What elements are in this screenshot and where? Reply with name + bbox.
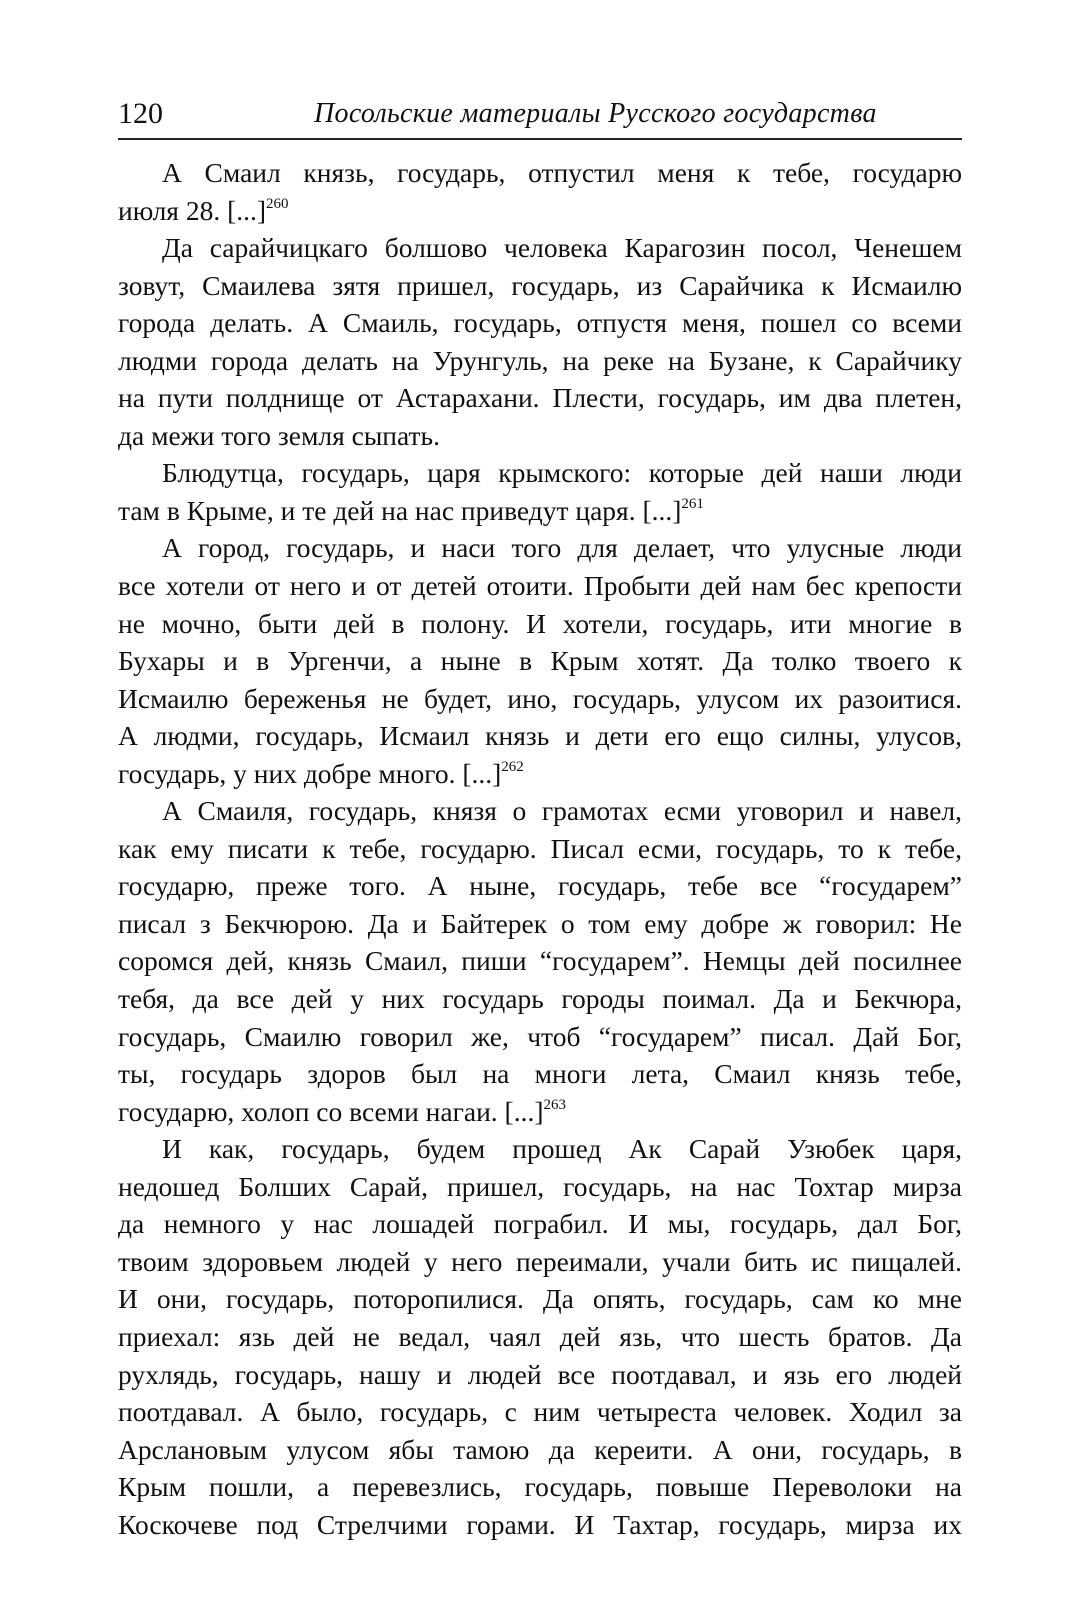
line-text: Бухары и в Ургенчи, а ныне в Крым хотят. Да толко твоего к <box>118 645 962 677</box>
line-text: Арслановым улусом ябы тамою да кереити. А они, государь, в <box>118 1433 962 1465</box>
line-text: там в Крыме, и те дей на нас приведут царя. [...] <box>118 494 682 526</box>
line-text: зовут, Смаилева зятя пришел, государь, из Сарайчика к Исмаилю <box>118 269 962 301</box>
line-text: тебя, да все дей у них государь городы поимал. Да и Бекчюра, <box>118 983 962 1015</box>
line-text: приехал: язь дей не ведал, чаял дей язь, что шесть братов. Да <box>118 1320 962 1352</box>
footnote-marker: 261 <box>681 495 704 512</box>
page-number: 120 <box>118 97 163 130</box>
text-line <box>118 1431 962 1469</box>
line-text: Крым пошли, а перевезлись, государь, повыше Переволоки на <box>118 1471 962 1503</box>
text-line <box>118 867 962 905</box>
paragraph <box>118 454 962 529</box>
text-line <box>118 792 962 830</box>
text-line <box>118 1205 962 1243</box>
line-text: людми города делать на Урунгуль, на реке на Бузане, к Сарайчику <box>118 344 962 376</box>
line-text: государь, Смаилю говорил же, чтоб “государем” писал. Дай Бог, <box>118 1020 962 1052</box>
line-text: да немного у нас лошадей пограбил. И мы, государь, дал Бог, <box>118 1208 962 1240</box>
line-text: да межи того земля сыпать. <box>118 419 440 451</box>
text-line <box>118 605 962 643</box>
line-text: А Смаил князь, государь, отпустил меня к тебе, государю <box>162 157 962 188</box>
line-text: рухлядь, государь, нашу и людей все поотдавал, и язь его людей <box>118 1358 962 1390</box>
text-line <box>118 942 962 980</box>
text-line <box>118 830 962 868</box>
text-line <box>118 642 962 680</box>
text-line <box>118 1018 962 1056</box>
text-line <box>118 304 962 342</box>
line-text: И как, государь, будем прошед Ак Сарай Узюбек царя, <box>162 1133 962 1165</box>
line-text: Блюдутца, государь, царя крымского: которые дей наши люди <box>162 457 962 489</box>
line-text: как ему писати к тебе, государю. Писал есми, государь, то к тебе, <box>118 832 962 864</box>
text-line <box>118 267 962 305</box>
line-text: государю, преже того. А ныне, государь, тебе все “государем” <box>118 870 962 902</box>
text-line <box>118 567 962 605</box>
running-title: Посольские материалы Русского государства <box>314 98 877 129</box>
line-text: государь, у них добре много. [...] <box>118 757 502 789</box>
footnote-marker: 262 <box>501 758 524 775</box>
line-text: недошед Болших Сарай, пришел, государь, на нас Тохтар мирза <box>118 1170 962 1202</box>
text-line <box>118 1055 962 1093</box>
text-line <box>118 154 962 192</box>
line-text: А город, государь, и наси того для делает, что улусные люди <box>162 532 962 564</box>
text-line <box>118 1243 962 1281</box>
line-text: на пути полднище от Астарахани. Плести, государь, им два плетен, <box>118 382 962 414</box>
text-line <box>118 1318 962 1356</box>
paragraph <box>118 792 962 1130</box>
line-text: ты, государь здоров был на многи лета, Смаил князь тебе, <box>118 1058 962 1090</box>
text-line <box>118 379 962 417</box>
text-line <box>118 755 962 793</box>
page-header <box>118 92 962 140</box>
line-text: А Смаиля, государь, князя о грамотах есми уговорил и навел, <box>162 795 962 827</box>
text-line <box>118 980 962 1018</box>
line-text: писал з Бекчюрою. Да и Байтерек о том ему добре ж говорил: Не <box>118 907 962 939</box>
line-text: не мочно, быти дей в полону. И хотели, государь, ити многие в <box>118 607 962 639</box>
text-line <box>118 717 962 755</box>
body-text <box>118 154 962 1543</box>
text-line <box>118 1168 962 1206</box>
line-text: А людми, государь, Исмаил князь и дети его ещо силны, улусов, <box>118 720 962 752</box>
text-line <box>118 192 962 230</box>
paragraph <box>118 229 962 454</box>
text-line <box>118 1093 962 1131</box>
line-text: все хотели от него и от детей отоити. Пробыти дей нам бес крепости <box>118 570 962 602</box>
line-text: Исмаилю береженья не будет, ино, государь, улусом их разоитися. <box>118 682 962 714</box>
paragraph <box>118 1130 962 1543</box>
text-line <box>118 529 962 567</box>
text-line <box>118 1130 962 1168</box>
text-line <box>118 1356 962 1394</box>
footnote-marker: 260 <box>266 195 289 212</box>
text-line <box>118 229 962 267</box>
line-text: соромся дей, князь Смаил, пиши “государем”. Немцы дей посилнее <box>118 945 962 977</box>
text-line <box>118 1393 962 1431</box>
text-line <box>118 454 962 492</box>
line-text: государю, холоп со всеми нагаи. [...] <box>118 1095 544 1127</box>
text-line <box>118 342 962 380</box>
text-line <box>118 1468 962 1506</box>
text-line <box>118 417 962 455</box>
text-line <box>118 492 962 530</box>
line-text: поотдавал. А было, государь, с ним четыреста человек. Ходил за <box>118 1396 962 1428</box>
footnote-marker: 263 <box>543 1096 566 1113</box>
paragraph <box>118 529 962 792</box>
line-text: И они, государь, поторопилися. Да опять, государь, сам ко мне <box>118 1283 962 1315</box>
line-text: Коскочеве под Стрелчими горами. И Тахтар, государь, мирза их <box>118 1508 962 1540</box>
line-text: июля 28. [...] <box>118 194 267 226</box>
text-line <box>118 905 962 943</box>
text-line <box>118 1280 962 1318</box>
text-line <box>118 680 962 718</box>
line-text: Да сарайчицкаго болшово человека Карагозин посол, Ченешем <box>162 232 962 264</box>
paragraph <box>118 154 962 229</box>
line-text: города делать. А Смаиль, государь, отпустя меня, пошел со всеми <box>118 307 962 339</box>
text-line <box>118 1506 962 1544</box>
line-text: твоим здоровьем людей у него переимали, учали бить ис пищалей. <box>118 1245 962 1277</box>
